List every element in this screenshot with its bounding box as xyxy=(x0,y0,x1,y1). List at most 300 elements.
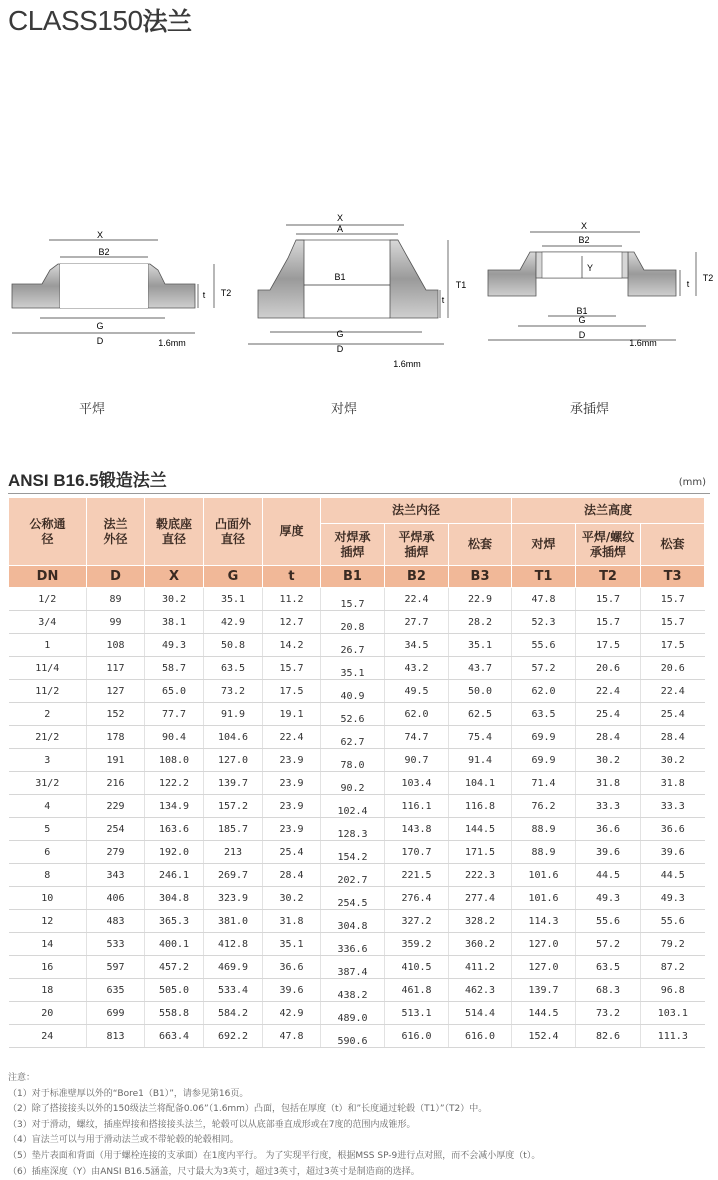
cell-b3: 35.1 xyxy=(449,634,512,657)
symbol-row xyxy=(9,566,705,588)
cell-t: 28.4 xyxy=(263,864,321,887)
cell-t1: 63.5 xyxy=(512,703,576,726)
cell-b3: 75.4 xyxy=(449,726,512,749)
cell-b2: 27.7 xyxy=(385,611,449,634)
cell-b1: 102.4 xyxy=(321,795,385,818)
cell-x: 77.7 xyxy=(145,703,204,726)
socket-weld-caption: 承插焊 xyxy=(570,402,610,417)
cell-d: 597 xyxy=(87,956,145,979)
cell-t3: 28.4 xyxy=(641,726,705,749)
cell-t1: 71.4 xyxy=(512,772,576,795)
flange-drawings xyxy=(0,200,718,380)
cell-t3: 103.1 xyxy=(641,1002,705,1025)
cell-dn: 3/4 xyxy=(9,611,87,634)
cell-g: 104.6 xyxy=(204,726,263,749)
cell-d: 533 xyxy=(87,933,145,956)
cell-x: 58.7 xyxy=(145,657,204,680)
cell-t1: 47.8 xyxy=(512,588,576,611)
cell-b3: 411.2 xyxy=(449,956,512,979)
cell-x: 400.1 xyxy=(145,933,204,956)
table-row xyxy=(9,818,705,841)
cell-g: 533.4 xyxy=(204,979,263,1002)
cell-b1: 52.6 xyxy=(321,703,385,726)
cell-t1: 101.6 xyxy=(512,887,576,910)
cell-t1: 52.3 xyxy=(512,611,576,634)
cell-d: 813 xyxy=(87,1025,145,1048)
cell-b1: 304.8 xyxy=(321,910,385,933)
cell-d: 343 xyxy=(87,864,145,887)
section-title-prefix: ANSI B16.5 xyxy=(8,471,99,490)
cell-b1: 90.2 xyxy=(321,772,385,795)
cell-b2: 103.4 xyxy=(385,772,449,795)
table-row xyxy=(9,1002,705,1025)
cell-g: 269.7 xyxy=(204,864,263,887)
cell-dn: 1/2 xyxy=(9,588,87,611)
cell-t: 31.8 xyxy=(263,910,321,933)
weld-neck-g-label: G xyxy=(336,329,344,339)
socket-weld-gap-label: 1.6mm xyxy=(629,338,657,348)
note-1: （1）对于标准壁厚以外的“Bore1（B1）”，请参见第16页。 xyxy=(8,1088,249,1099)
cell-b2: 116.1 xyxy=(385,795,449,818)
header-t3: 松套 xyxy=(641,524,705,566)
cell-t2: 30.2 xyxy=(576,749,641,772)
socket-weld-x-label: X xyxy=(580,221,588,231)
socket-weld-drawing xyxy=(488,221,713,348)
header-b2: 平焊承插焊 xyxy=(385,524,449,566)
cell-dn: 16 xyxy=(9,956,87,979)
cell-b3: 43.7 xyxy=(449,657,512,680)
cell-x: 49.3 xyxy=(145,634,204,657)
table-row xyxy=(9,864,705,887)
cell-b3: 28.2 xyxy=(449,611,512,634)
slip-on-b2-label: B2 xyxy=(98,247,110,257)
cell-b1: 202.7 xyxy=(321,864,385,887)
cell-t3: 111.3 xyxy=(641,1025,705,1048)
cell-dn: 20 xyxy=(9,1002,87,1025)
cell-t1: 69.9 xyxy=(512,749,576,772)
cell-t1: 127.0 xyxy=(512,933,576,956)
weld-neck-gap-label: 1.6mm xyxy=(393,359,421,369)
socket-weld-t2-label: T2 xyxy=(702,273,714,283)
cell-d: 279 xyxy=(87,841,145,864)
cell-b1: 20.8 xyxy=(321,611,385,634)
cell-t: 30.2 xyxy=(263,887,321,910)
header-x: 毂底座直径 xyxy=(145,498,204,566)
cell-d: 99 xyxy=(87,611,145,634)
note-4: （4）盲法兰可以与用于滑动法兰或不带轮毂的轮毂相同。 xyxy=(8,1135,239,1146)
table-row xyxy=(9,703,705,726)
cell-t: 17.5 xyxy=(263,680,321,703)
table-row xyxy=(9,634,705,657)
weld-neck-t1-label: T1 xyxy=(455,280,467,290)
cell-b3: 50.0 xyxy=(449,680,512,703)
cell-t2: 15.7 xyxy=(576,588,641,611)
weld-neck-drawing xyxy=(248,213,466,369)
cell-x: 246.1 xyxy=(145,864,204,887)
cell-t: 11.2 xyxy=(263,588,321,611)
socket-weld-y-label: Y xyxy=(586,263,594,273)
cell-x: 122.2 xyxy=(145,772,204,795)
cell-t3: 15.7 xyxy=(641,588,705,611)
cell-x: 65.0 xyxy=(145,680,204,703)
cell-b2: 90.7 xyxy=(385,749,449,772)
cell-g: 42.9 xyxy=(204,611,263,634)
cell-b1: 35.1 xyxy=(321,657,385,680)
weld-neck-a-label: A xyxy=(336,224,344,234)
cell-x: 38.1 xyxy=(145,611,204,634)
cell-g: 412.8 xyxy=(204,933,263,956)
cell-t3: 79.2 xyxy=(641,933,705,956)
title-suffix: 法兰 xyxy=(142,7,192,36)
cell-b1: 438.2 xyxy=(321,979,385,1002)
header-b1: 对焊承插焊 xyxy=(321,524,385,566)
cell-t: 23.9 xyxy=(263,795,321,818)
cell-t: 23.9 xyxy=(263,749,321,772)
cell-b1: 154.2 xyxy=(321,841,385,864)
cell-t2: 20.6 xyxy=(576,657,641,680)
cell-b2: 461.8 xyxy=(385,979,449,1002)
cell-b1: 387.4 xyxy=(321,956,385,979)
cell-d: 127 xyxy=(87,680,145,703)
cell-b2: 359.2 xyxy=(385,933,449,956)
cell-t2: 55.6 xyxy=(576,910,641,933)
cell-d: 108 xyxy=(87,634,145,657)
cell-x: 163.6 xyxy=(145,818,204,841)
cell-b2: 616.0 xyxy=(385,1025,449,1048)
weld-neck-b1-label: B1 xyxy=(334,272,346,282)
cell-x: 558.8 xyxy=(145,1002,204,1025)
cell-t1: 144.5 xyxy=(512,1002,576,1025)
cell-dn: 11/4 xyxy=(9,657,87,680)
cell-t1: 57.2 xyxy=(512,657,576,680)
symbol-b1: B1 xyxy=(321,566,385,588)
symbol-dn: DN xyxy=(9,566,87,588)
cell-dn: 14 xyxy=(9,933,87,956)
cell-t: 23.9 xyxy=(263,818,321,841)
cell-d: 699 xyxy=(87,1002,145,1025)
cell-b3: 328.2 xyxy=(449,910,512,933)
cell-t: 23.9 xyxy=(263,772,321,795)
cell-g: 213 xyxy=(204,841,263,864)
symbol-b2: B2 xyxy=(385,566,449,588)
cell-b3: 277.4 xyxy=(449,887,512,910)
cell-b3: 116.8 xyxy=(449,795,512,818)
title-prefix: CLASS150 xyxy=(8,5,143,36)
cell-b2: 221.5 xyxy=(385,864,449,887)
table-row xyxy=(9,887,705,910)
cell-x: 505.0 xyxy=(145,979,204,1002)
section-title-suffix: 锻造法兰 xyxy=(98,471,167,491)
cell-b2: 170.7 xyxy=(385,841,449,864)
cell-dn: 24 xyxy=(9,1025,87,1048)
cell-dn: 18 xyxy=(9,979,87,1002)
table-row xyxy=(9,611,705,634)
cell-dn: 31/2 xyxy=(9,772,87,795)
cell-b3: 144.5 xyxy=(449,818,512,841)
cell-t2: 33.3 xyxy=(576,795,641,818)
cell-x: 30.2 xyxy=(145,588,204,611)
cell-g: 50.8 xyxy=(204,634,263,657)
symbol-x: X xyxy=(145,566,204,588)
cell-x: 365.3 xyxy=(145,910,204,933)
socket-weld-b1-label: B1 xyxy=(576,306,588,316)
header-g: 凸面外直径 xyxy=(204,498,263,566)
cell-t3: 22.4 xyxy=(641,680,705,703)
slip-on-caption: 平焊 xyxy=(79,402,106,417)
cell-b3: 462.3 xyxy=(449,979,512,1002)
slip-on-drawing xyxy=(12,230,231,348)
header-bore-group: 法兰内径 xyxy=(321,498,512,524)
cell-t1: 152.4 xyxy=(512,1025,576,1048)
table-row xyxy=(9,657,705,680)
cell-t1: 127.0 xyxy=(512,956,576,979)
cell-b2: 43.2 xyxy=(385,657,449,680)
notes-title: 注意： xyxy=(8,1073,36,1083)
weld-neck-caption: 对焊 xyxy=(331,402,358,417)
cell-dn: 21/2 xyxy=(9,726,87,749)
cell-g: 35.1 xyxy=(204,588,263,611)
flange-spec-table xyxy=(8,497,705,1048)
weld-neck-d-label: D xyxy=(336,344,344,354)
table-row xyxy=(9,1025,705,1048)
cell-t3: 55.6 xyxy=(641,910,705,933)
slip-on-t-label: t xyxy=(202,290,206,300)
cell-t3: 49.3 xyxy=(641,887,705,910)
cell-t3: 36.6 xyxy=(641,818,705,841)
header-t2: 平焊/螺纹承插焊 xyxy=(576,524,641,566)
cell-d: 89 xyxy=(87,588,145,611)
cell-dn: 11/2 xyxy=(9,680,87,703)
cell-t1: 88.9 xyxy=(512,841,576,864)
cell-d: 117 xyxy=(87,657,145,680)
cell-t2: 63.5 xyxy=(576,956,641,979)
cell-g: 692.2 xyxy=(204,1025,263,1048)
cell-b1: 590.6 xyxy=(321,1025,385,1048)
cell-dn: 1 xyxy=(9,634,87,657)
cell-t2: 73.2 xyxy=(576,1002,641,1025)
cell-b3: 62.5 xyxy=(449,703,512,726)
cell-b1: 78.0 xyxy=(321,749,385,772)
header-height-group: 法兰高度 xyxy=(512,498,705,524)
cell-g: 127.0 xyxy=(204,749,263,772)
cell-t3: 87.2 xyxy=(641,956,705,979)
table-row xyxy=(9,910,705,933)
cell-t3: 44.5 xyxy=(641,864,705,887)
cell-t2: 39.6 xyxy=(576,841,641,864)
cell-t2: 22.4 xyxy=(576,680,641,703)
table-row xyxy=(9,588,705,611)
header-t: 厚度 xyxy=(263,498,321,566)
section-divider xyxy=(8,493,710,494)
cell-d: 406 xyxy=(87,887,145,910)
cell-b3: 22.9 xyxy=(449,588,512,611)
unit-label: (mm) xyxy=(678,477,706,488)
table-row xyxy=(9,726,705,749)
table-row xyxy=(9,680,705,703)
cell-t: 36.6 xyxy=(263,956,321,979)
cell-dn: 5 xyxy=(9,818,87,841)
socket-weld-g-label: G xyxy=(578,315,586,325)
cell-t: 22.4 xyxy=(263,726,321,749)
cell-t: 19.1 xyxy=(263,703,321,726)
cell-b3: 222.3 xyxy=(449,864,512,887)
cell-x: 663.4 xyxy=(145,1025,204,1048)
cell-b2: 74.7 xyxy=(385,726,449,749)
cell-d: 152 xyxy=(87,703,145,726)
cell-b1: 62.7 xyxy=(321,726,385,749)
cell-t2: 17.5 xyxy=(576,634,641,657)
cell-b3: 104.1 xyxy=(449,772,512,795)
cell-b2: 143.8 xyxy=(385,818,449,841)
cell-g: 73.2 xyxy=(204,680,263,703)
cell-t2: 15.7 xyxy=(576,611,641,634)
header-dn: 公称通径 xyxy=(9,498,87,566)
cell-g: 469.9 xyxy=(204,956,263,979)
table-row xyxy=(9,772,705,795)
cell-b3: 360.2 xyxy=(449,933,512,956)
cell-d: 216 xyxy=(87,772,145,795)
cell-b2: 327.2 xyxy=(385,910,449,933)
cell-t3: 31.8 xyxy=(641,772,705,795)
cell-dn: 2 xyxy=(9,703,87,726)
cell-t3: 96.8 xyxy=(641,979,705,1002)
symbol-t1: T1 xyxy=(512,566,576,588)
cell-g: 185.7 xyxy=(204,818,263,841)
cell-b2: 62.0 xyxy=(385,703,449,726)
cell-dn: 6 xyxy=(9,841,87,864)
cell-t: 35.1 xyxy=(263,933,321,956)
cell-g: 323.9 xyxy=(204,887,263,910)
cell-b2: 34.5 xyxy=(385,634,449,657)
cell-b3: 616.0 xyxy=(449,1025,512,1048)
cell-x: 134.9 xyxy=(145,795,204,818)
header-t1: 对焊 xyxy=(512,524,576,566)
cell-x: 192.0 xyxy=(145,841,204,864)
note-3: （3）对于滑动，螺纹，插座焊接和搭接接头法兰，轮毂可以从底部垂直成形或在7度的范围内成锥形。 xyxy=(8,1119,416,1130)
table-row xyxy=(9,979,705,1002)
cell-t1: 88.9 xyxy=(512,818,576,841)
symbol-g: G xyxy=(204,566,263,588)
cell-t2: 49.3 xyxy=(576,887,641,910)
cell-b1: 26.7 xyxy=(321,634,385,657)
cell-t3: 15.7 xyxy=(641,611,705,634)
cell-dn: 4 xyxy=(9,795,87,818)
notes xyxy=(8,1071,540,1180)
cell-d: 254 xyxy=(87,818,145,841)
cell-b2: 513.1 xyxy=(385,1002,449,1025)
cell-t3: 20.6 xyxy=(641,657,705,680)
table-body xyxy=(9,588,705,1048)
slip-on-g-label: G xyxy=(96,321,104,331)
cell-x: 304.8 xyxy=(145,887,204,910)
cell-t1: 76.2 xyxy=(512,795,576,818)
cell-t2: 68.3 xyxy=(576,979,641,1002)
cell-t1: 114.3 xyxy=(512,910,576,933)
cell-b2: 22.4 xyxy=(385,588,449,611)
weld-neck-t-label: t xyxy=(441,295,445,305)
cell-g: 63.5 xyxy=(204,657,263,680)
cell-d: 229 xyxy=(87,795,145,818)
cell-t2: 36.6 xyxy=(576,818,641,841)
cell-t: 47.8 xyxy=(263,1025,321,1048)
cell-t2: 82.6 xyxy=(576,1025,641,1048)
cell-t2: 31.8 xyxy=(576,772,641,795)
cell-t3: 30.2 xyxy=(641,749,705,772)
cell-t: 39.6 xyxy=(263,979,321,1002)
cell-t: 15.7 xyxy=(263,657,321,680)
cell-t1: 55.6 xyxy=(512,634,576,657)
note-5: （5）垫片表面和背面（用于螺栓连接的支承面）在1度内平行。 为了实现平行度，根据MSS SP-9进行点对照，而不会减小厚度（t）。 xyxy=(8,1150,541,1161)
header-d: 法兰外径 xyxy=(87,498,145,566)
cell-t1: 101.6 xyxy=(512,864,576,887)
cell-dn: 10 xyxy=(9,887,87,910)
cell-d: 483 xyxy=(87,910,145,933)
section-title xyxy=(8,466,167,491)
cell-t3: 25.4 xyxy=(641,703,705,726)
cell-t2: 28.4 xyxy=(576,726,641,749)
cell-b1: 128.3 xyxy=(321,818,385,841)
cell-t: 25.4 xyxy=(263,841,321,864)
cell-dn: 8 xyxy=(9,864,87,887)
cell-b1: 336.6 xyxy=(321,933,385,956)
note-6: （6）插座深度（Y）由ANSI B16.5涵盖，尺寸最大为3英寸，超过3英寸，超过3英寸是制造商的选择。 xyxy=(8,1166,420,1177)
slip-on-gap-label: 1.6mm xyxy=(158,338,186,348)
cell-x: 457.2 xyxy=(145,956,204,979)
cell-b2: 276.4 xyxy=(385,887,449,910)
cell-b1: 15.7 xyxy=(321,588,385,611)
table-row xyxy=(9,933,705,956)
cell-g: 157.2 xyxy=(204,795,263,818)
cell-b3: 91.4 xyxy=(449,749,512,772)
cell-t2: 44.5 xyxy=(576,864,641,887)
table-row xyxy=(9,795,705,818)
cell-d: 178 xyxy=(87,726,145,749)
cell-d: 191 xyxy=(87,749,145,772)
table-row xyxy=(9,749,705,772)
cell-t: 12.7 xyxy=(263,611,321,634)
cell-x: 108.0 xyxy=(145,749,204,772)
cell-g: 91.9 xyxy=(204,703,263,726)
cell-b3: 171.5 xyxy=(449,841,512,864)
cell-b3: 514.4 xyxy=(449,1002,512,1025)
weld-neck-x-label: X xyxy=(336,213,344,223)
symbol-t2: T2 xyxy=(576,566,641,588)
page-title xyxy=(8,2,192,38)
cell-t1: 62.0 xyxy=(512,680,576,703)
cell-t1: 69.9 xyxy=(512,726,576,749)
symbol-t3: T3 xyxy=(641,566,705,588)
symbol-t: t xyxy=(263,566,321,588)
cell-x: 90.4 xyxy=(145,726,204,749)
slip-on-d-label: D xyxy=(96,336,104,346)
table-row xyxy=(9,841,705,864)
cell-g: 381.0 xyxy=(204,910,263,933)
cell-t3: 17.5 xyxy=(641,634,705,657)
cell-b1: 40.9 xyxy=(321,680,385,703)
cell-g: 139.7 xyxy=(204,772,263,795)
slip-on-x-label: X xyxy=(96,230,104,240)
cell-t2: 25.4 xyxy=(576,703,641,726)
socket-weld-d-label: D xyxy=(578,330,586,340)
cell-b1: 489.0 xyxy=(321,1002,385,1025)
cell-dn: 3 xyxy=(9,749,87,772)
cell-b1: 254.5 xyxy=(321,887,385,910)
slip-on-t2-label: T2 xyxy=(220,288,232,298)
socket-weld-b2-label: B2 xyxy=(578,235,590,245)
cell-t: 14.2 xyxy=(263,634,321,657)
cell-t3: 39.6 xyxy=(641,841,705,864)
cell-d: 635 xyxy=(87,979,145,1002)
